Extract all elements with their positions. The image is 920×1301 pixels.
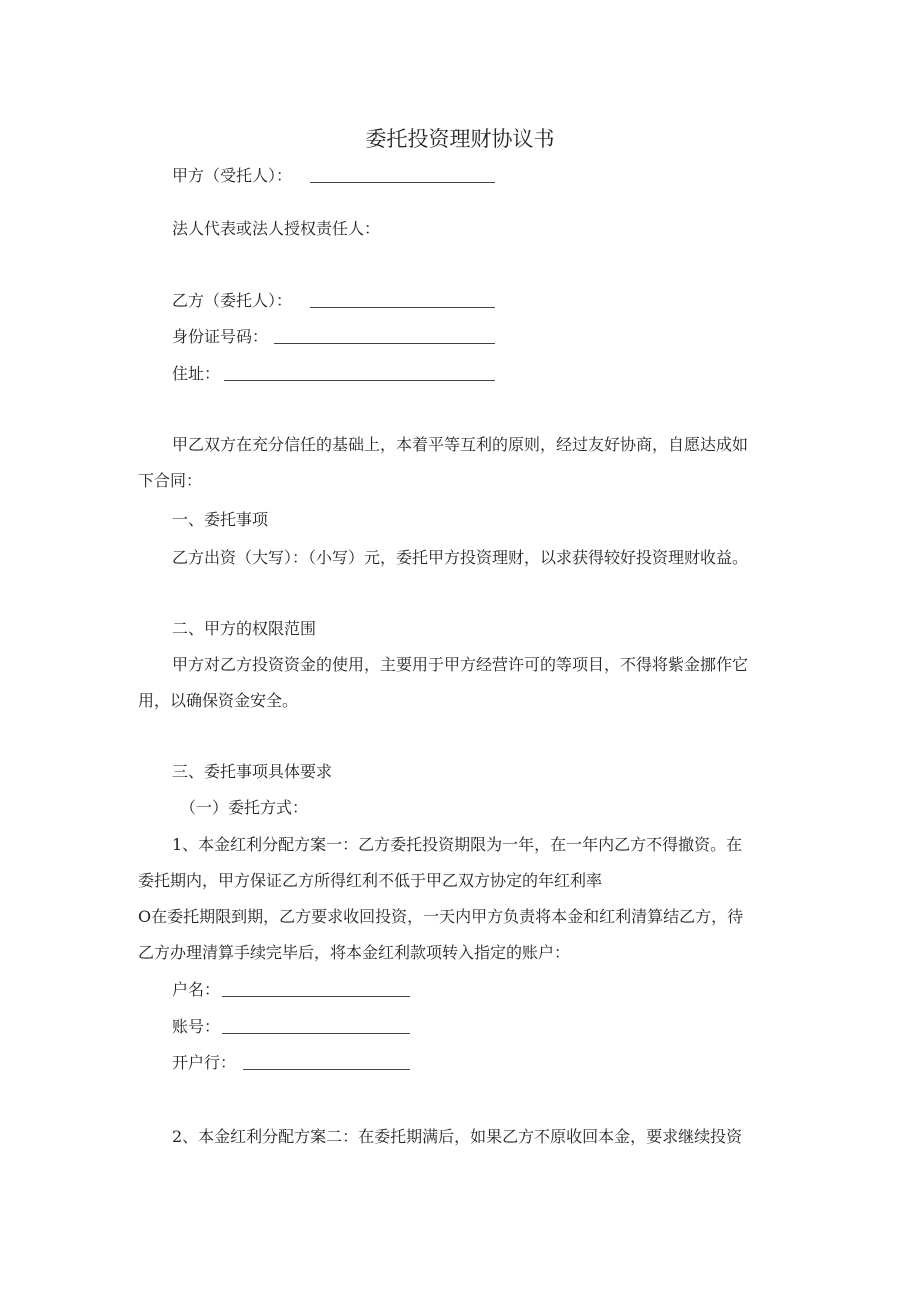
account-number-label: 账号： <box>172 1017 221 1036</box>
plan-1-line-2: 委托期内，甲方保证乙方所得红利不低于甲乙双方协定的年红利率 <box>138 871 603 890</box>
section-2-line-2: 用，以确保资金安全。 <box>138 691 299 710</box>
party-a-label: 甲方（受托人）： <box>172 166 293 185</box>
section-3-subheading-1: （一）委托方式： <box>180 798 309 817</box>
bank-label: 开户行： <box>172 1053 237 1072</box>
intro-line-1: 甲乙双方在充分信任的基础上，本着平等互利的原则，经过友好协商，自愿达成如 <box>172 435 749 454</box>
address-label: 住址： <box>172 364 221 383</box>
section-1-heading: 一、委托事项 <box>172 510 269 529</box>
plan-2-line-1: 2、本金红利分配方案二：在委托期满后，如果乙方不原收回本金，要求继续投资 <box>172 1127 743 1146</box>
account-number-blank-line <box>222 1033 410 1034</box>
party-b-label: 乙方（委托人）： <box>172 291 293 310</box>
bank-blank-line <box>243 1069 410 1070</box>
document-title: 委托投资理财协议书 <box>365 127 555 151</box>
plan-1-line-1: 1、本金红利分配方案一：乙方委托投资期限为一年，在一年内乙方不得撤资。在 <box>172 835 743 854</box>
party-b-blank-line <box>310 307 495 308</box>
section-2-heading: 二、甲方的权限范围 <box>172 619 317 638</box>
address-blank-line <box>224 380 495 381</box>
plan-1-line-3: O在委托期限到期，乙方要求收回投资，一天内甲方负责将本金和红利清算结乙方，待 <box>138 907 744 926</box>
account-name-blank-line <box>222 996 410 997</box>
id-number-blank-line <box>274 343 495 344</box>
id-number-label: 身份证号码： <box>172 327 269 346</box>
section-2-line-1: 甲方对乙方投资资金的使用，主要用于甲方经营许可的等项目，不得将紫金挪作它 <box>172 655 749 674</box>
section-3-heading: 三、委托事项具体要求 <box>172 762 333 781</box>
intro-line-2: 下合同： <box>138 471 203 490</box>
plan-1-line-4: 乙方办理清算手续完毕后，将本金红利款项转入指定的账户： <box>138 943 571 962</box>
party-a-blank-line <box>310 182 495 183</box>
account-name-label: 户名： <box>172 980 221 999</box>
section-1-body: 乙方出资（大写）：（小写）元，委托甲方投资理财，以求获得较好投资理财收益。 <box>172 548 749 567</box>
legal-rep-label: 法人代表或法人授权责任人： <box>172 219 381 238</box>
